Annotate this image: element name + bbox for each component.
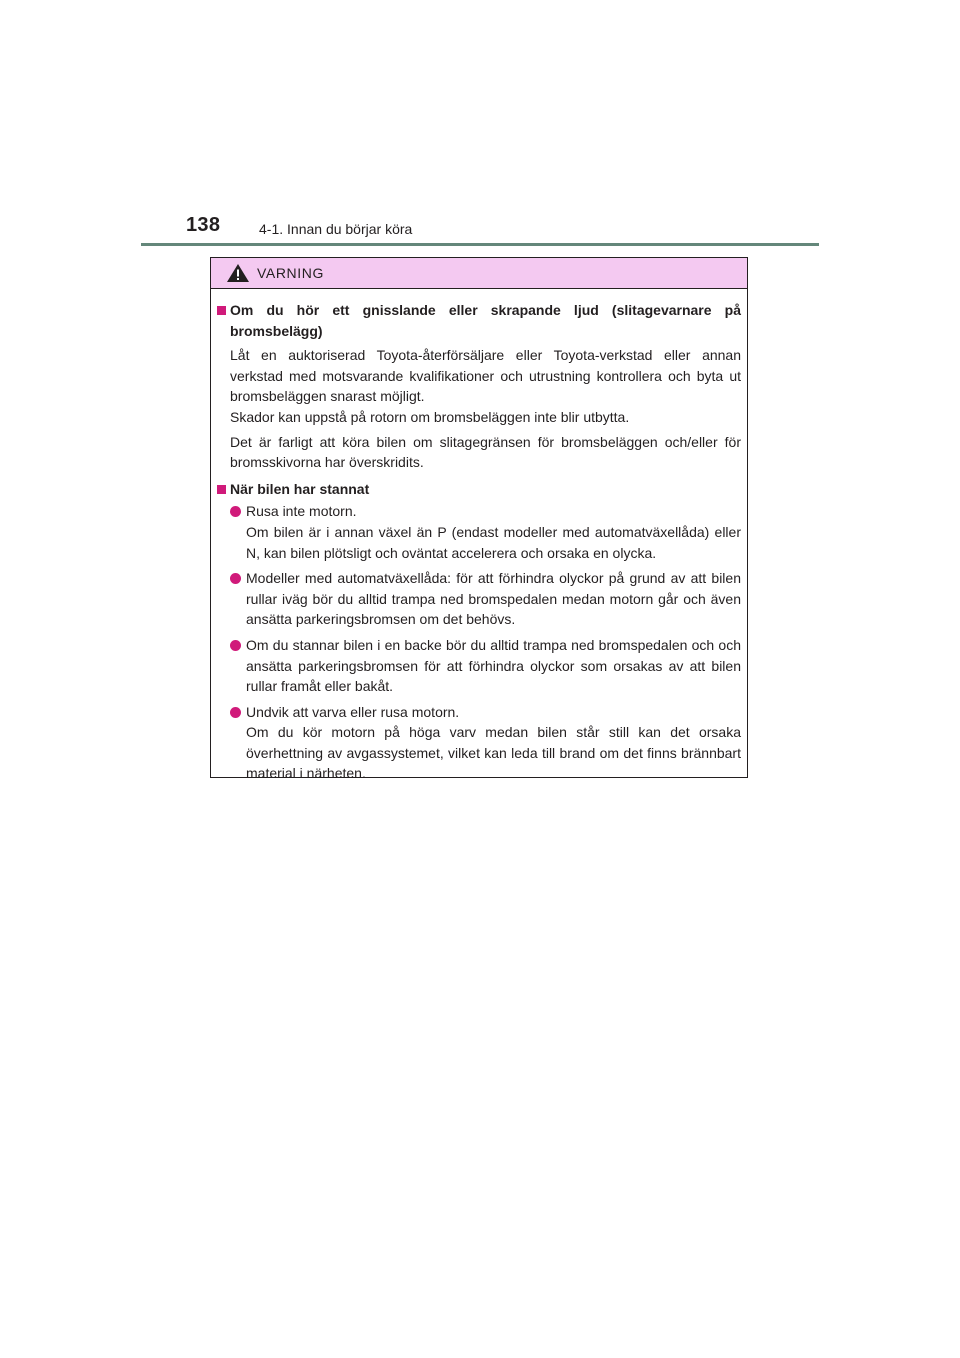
warning-body bbox=[211, 289, 747, 784]
paragraph: Det är farligt att köra bilen om slitagegränsen för bromsbeläggen och/eller för bromsskivorna har överskridits. bbox=[230, 433, 741, 471]
list-item-detail: Om bilen är i annan växel än P (endast modeller med automatväxellåda) eller N, kan bilen plötsligt och oväntat accelerera och orsaka en olycka. bbox=[246, 523, 741, 561]
round-bullet-icon bbox=[230, 506, 241, 517]
list-item bbox=[230, 501, 741, 563]
section-heading-text: När bilen har stannat bbox=[230, 480, 370, 497]
section-heading-text: Om du hör ett gnisslande eller skrapande ljud (slitagevarnare på bromsbelägg) bbox=[230, 302, 741, 339]
list-item bbox=[230, 568, 741, 630]
bullet-list bbox=[217, 501, 741, 784]
list-item-detail: Om du kör motorn på höga varv medan bilen står still kan det orsaka överhettning av avgassystemet, vilket kan leda till brand om det finns brännbart material i närheten. bbox=[246, 724, 741, 782]
list-item-lead: Rusa inte motorn. bbox=[246, 503, 357, 520]
round-bullet-icon bbox=[230, 707, 241, 718]
paragraph bbox=[230, 345, 741, 427]
list-item-text bbox=[246, 635, 741, 697]
list-item-text bbox=[246, 568, 741, 630]
list-item-text bbox=[246, 501, 741, 563]
section-title: 4-1. Innan du börjar köra bbox=[259, 221, 413, 237]
list-item bbox=[230, 702, 741, 784]
warning-header bbox=[211, 258, 747, 289]
list-item bbox=[230, 635, 741, 697]
list-item-text bbox=[246, 702, 741, 784]
round-bullet-icon bbox=[230, 640, 241, 651]
list-item-lead: Undvik att varva eller rusa motorn. bbox=[246, 703, 460, 720]
square-bullet-icon bbox=[217, 306, 226, 315]
paragraph-text: Skador kan uppstå på rotorn om bromsbeläggen inte blir utbytta. bbox=[230, 408, 630, 425]
section-heading bbox=[217, 479, 741, 500]
warning-section-brake-pads bbox=[217, 300, 741, 473]
round-bullet-icon bbox=[230, 573, 241, 584]
warning-title: VARNING bbox=[257, 265, 324, 281]
list-item-lead: Om du stannar bilen i en backe bör du alltid trampa ned bromspedalen och och ansätta parkeringsbromsen för att förhindra olyckor som orsakas av att bilen rullar framåt eller bakåt. bbox=[246, 636, 741, 695]
warning-box bbox=[210, 257, 748, 782]
section-heading bbox=[217, 300, 741, 341]
header-divider bbox=[141, 243, 819, 246]
paragraph-text: Låt en auktoriserad Toyota-återförsäljare eller Toyota-verkstad eller annan verkstad med motsvarande kvalifikationer och utrustning kontrollera och byta ut bromsbeläggen snarast möjligt. bbox=[230, 347, 741, 405]
list-item-lead: Modeller med automatväxellåda: för att förhindra olyckor på grund av att bilen rullar iväg bör du alltid trampa ned bromspedalen medan motorn går och även ansätta parkeringsbromsen om det behövs. bbox=[246, 570, 741, 628]
page-number: 138 bbox=[186, 214, 221, 236]
warning-triangle-icon bbox=[226, 263, 250, 283]
square-bullet-icon bbox=[217, 485, 226, 494]
warning-section-stopped bbox=[217, 479, 741, 784]
